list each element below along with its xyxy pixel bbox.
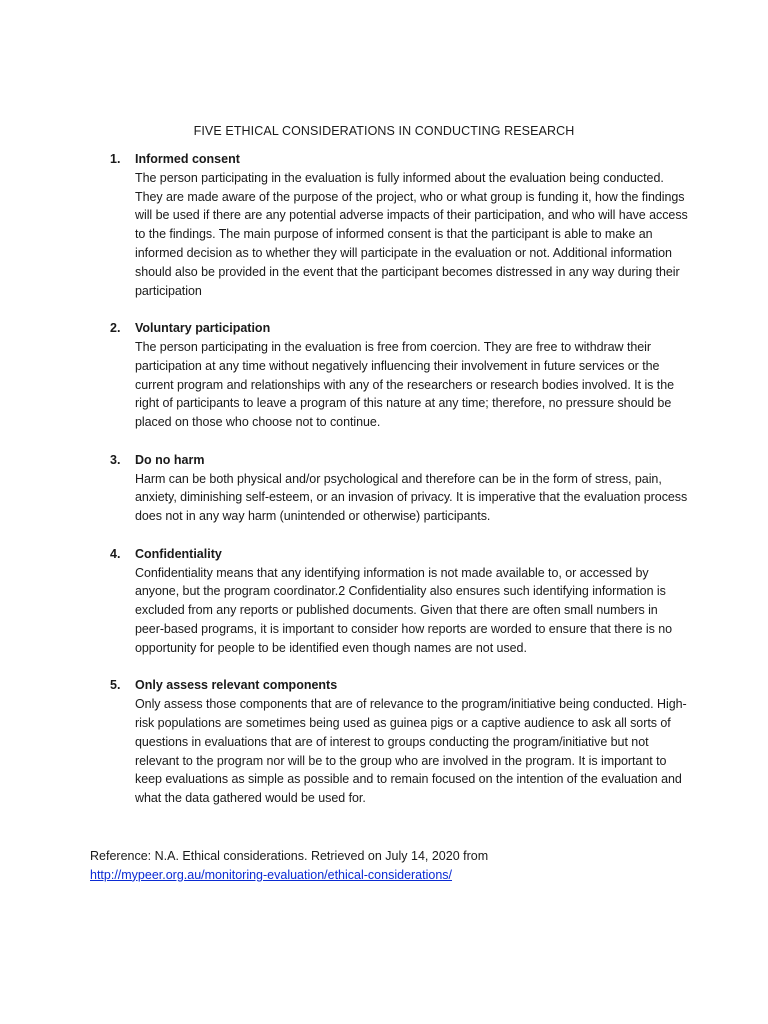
reference-text: Reference: N.A. Ethical considerations. Retrieved on July 14, 2020 from — [90, 849, 489, 863]
section-heading: Confidentiality — [135, 546, 222, 561]
document-title: FIVE ETHICAL CONSIDERATIONS IN CONDUCTING RESEARCH — [193, 124, 575, 138]
section-do-no-harm — [110, 451, 690, 526]
section-heading: Informed consent — [135, 152, 240, 166]
section-informed-consent — [110, 150, 690, 300]
considerations-list — [110, 150, 690, 827]
section-voluntary-participation — [110, 319, 690, 432]
section-number: 1. — [110, 152, 121, 166]
section-heading: Voluntary participation — [135, 321, 271, 336]
section-number: 4. — [110, 546, 121, 561]
section-body: Confidentiality means that any identifying information is not made available to, or accessed by anyone, but the program coordinator.2 Confidentiality also ensures such identifying information is excluded from any reports or published documents. Given that there are often small numbers in peer-based programs, it is important to consider how reports are worded to ensure that there is no opportunity for people to be identified even though names are not used. — [135, 565, 673, 655]
section-confidentiality — [110, 545, 690, 658]
section-body: Only assess those components that are of relevance to the program/initiative being conducted. High-risk populations are sometimes being used as guinea pigs or a captive audience to ask all sorts of questions in evaluations that are of interest to groups conducting the program/initiative but not relevant to the program nor will be to the group who are involved in the program. It is important to keep evaluations as simple as possible and to remain focused on the intention of the evaluation and what the data gathered would be used for. — [135, 697, 687, 806]
reference — [90, 847, 690, 885]
section-heading: Do no harm — [135, 452, 205, 467]
section-body: The person participating in the evaluation is fully informed about the evaluation being conducted. They are made aware of the purpose of the project, who or what group is funding it, how the findings will be used if there are any potential adverse impacts of their participation, and who will have access to the findings. The main purpose of informed consent is that the participant is able to make an informed decision as to whether they will participate in the evaluation or not. Additional information should also be provided in the event that the participant becomes distressed in any way during their participation — [135, 170, 688, 298]
section-number: 2. — [110, 321, 121, 336]
section-number: 5. — [110, 678, 121, 693]
section-body: The person participating in the evaluation is free from coercion. They are free to withdraw their participation at any time without negatively influencing their involvement in future services or the current program and relationships with any of the researchers or research bodies involved. It is the right of participants to leave a program of this nature at any time; therefore, no pressure should be placed on those who choose not to continue. — [135, 339, 675, 430]
section-number: 3. — [110, 452, 121, 467]
section-heading: Only assess relevant components — [135, 678, 338, 693]
section-only-assess-relevant-components — [110, 676, 690, 808]
section-body: Harm can be both physical and/or psychological and therefore can be in the form of stress, pain, anxiety, diminishing self-esteem, or an invasion of privacy. It is imperative that the evaluation process does not in any way harm (unintended or otherwise) participants. — [135, 471, 688, 524]
reference-link[interactable]: http://mypeer.org.au/monitoring-evaluation/ethical-considerations/ — [90, 867, 453, 882]
